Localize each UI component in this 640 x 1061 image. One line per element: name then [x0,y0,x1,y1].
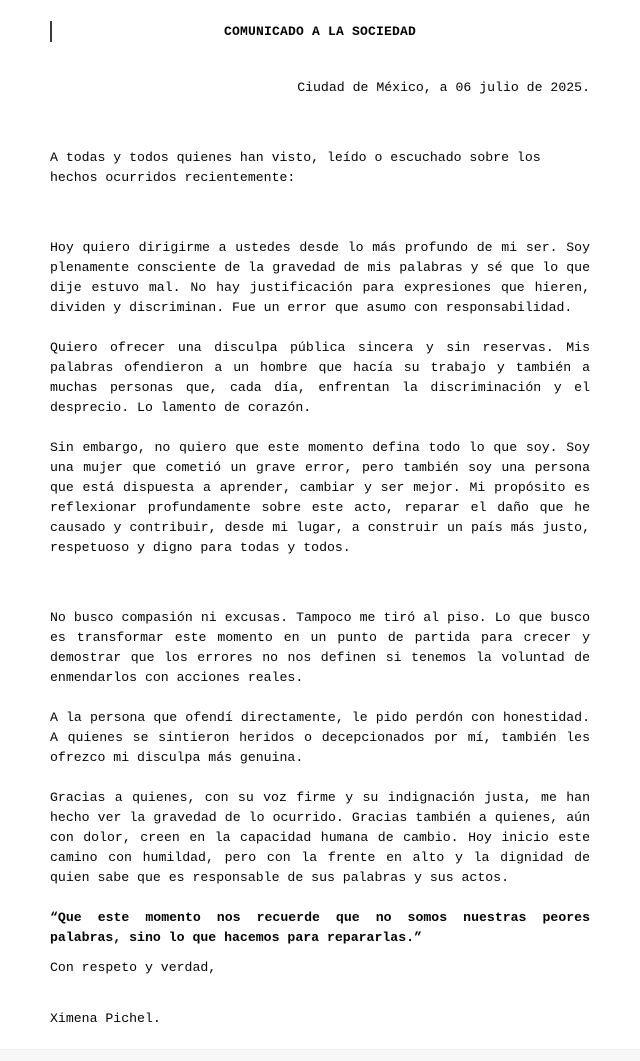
paragraph-salutation: A todas y todos quienes han visto, leído o escuchado sobre los hechos ocurridos recientemente: [50,150,541,185]
dateline: Ciudad de México, a 06 julio de 2025. [297,80,590,95]
paragraph-sin-excusas: No busco compasión ni excusas. Tampoco me tiró al piso. Lo que busco es transformar este momento en un punto de partida para crecer y demostrar que los errores no nos definen si tenemos la voluntad de enmendarlos con acciones reales. [50,610,590,685]
paragraph-perdon: A la persona que ofendí directamente, le pido perdón con honestidad. A quienes se sintieron heridos o decepcionados por mí, también les ofrezco mi disculpa más genuina. [50,710,590,765]
paragraph-proposito: Sin embargo, no quiero que este momento defina todo lo que soy. Soy una mujer que cometió un grave error, pero también soy una persona que está dispuesta a aprender, cambiar y ser mejor. Mi propósito es reflexionar profundamente sobre este acto, reparar el daño que he causado y contribuir, desde mi lugar, a construir un país más justo, respetuoso y digno para todas y todos. [50,440,590,555]
page-bottom-edge [0,1049,640,1061]
paragraph-gracias: Gracias a quienes, con su voz firme y su indignación justa, me han hecho ver la gravedad de lo ocurrido. Gracias también a quienes, aún con dolor, creen en la capacidad humana de cambio. Hoy inicio este camino con humildad, pero con la frente en alto y la dignidad de quien sabe que es responsable de sus palabras y sus actos. [50,790,590,885]
page-title: COMUNICADO A LA SOCIEDAD [223,24,417,39]
paragraph-disculpa: Quiero ofrecer una disculpa pública sincera y sin reservas. Mis palabras ofendieron a un hombre que hacía su trabajo y también a muchas personas que, cada día, enfrentan la discriminación y el desprecio. Lo lamento de corazón. [50,340,590,415]
paragraph-quote: “Que este momento nos recuerde que no somos nuestras peores palabras, sino lo que hacemos para repararlas.” [50,910,590,945]
closing-line: Con respeto y verdad, [50,960,217,975]
paragraph-reconocimiento: Hoy quiero dirigirme a ustedes desde lo más profundo de mi ser. Soy plenamente consciente de la gravedad de mis palabras y sé que lo que dije estuvo mal. No hay justificación para expresiones que hieren, dividen y discriminan. Fue un error que asumo con responsabilidad. [50,240,590,315]
signature-line: Ximena Pichel. [50,1011,161,1026]
document-body [50,0,590,1029]
